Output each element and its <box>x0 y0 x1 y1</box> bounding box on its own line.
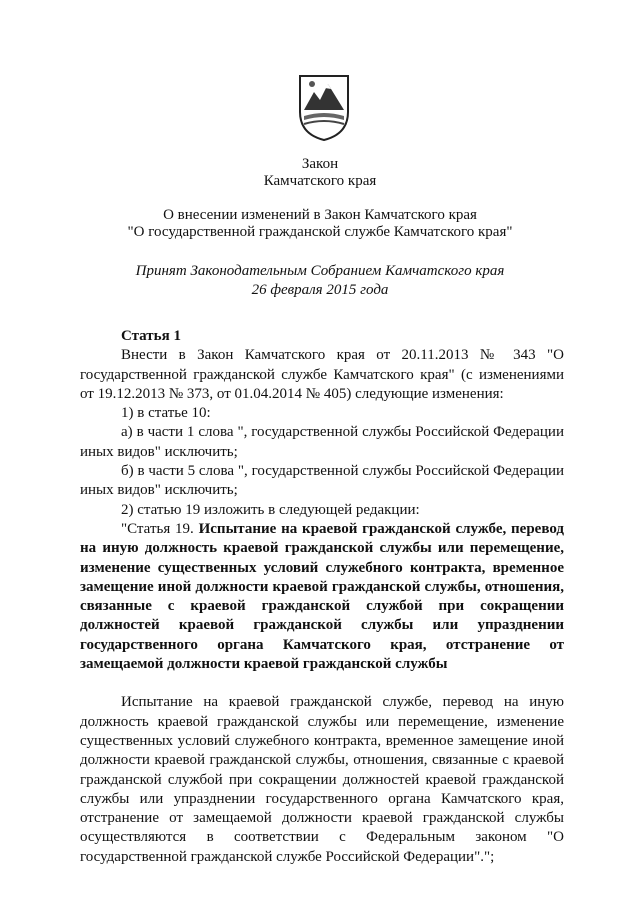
amendment-item-1a: а) в части 1 слова ", государственной службы Российской Федерации иных видов" исключить; <box>80 424 564 460</box>
adoption-note <box>0 262 640 300</box>
new-article-title: Испытание на краевой гражданской службе, перевод на иную должность краевой гражданской службы или перемещение, изменение существенных условий служебного контракта, временное замещение иной должности краевой гражданской службы, отношения, связанные с краевой гражданской службой при сокращении должностей краевой гражданской службы или упразднении государственного органа Камчатского края, отстранение от замещаемой должности краевой гражданской службы <box>80 520 564 673</box>
adoption-body: Принят Законодательным Собранием Камчатского края <box>135 263 505 279</box>
kamchatka-coat-of-arms-icon <box>296 72 352 142</box>
law-body <box>80 327 564 867</box>
law-title <box>0 207 640 241</box>
new-article-prefix: "Статья 19. <box>121 520 199 537</box>
amendment-item-1: 1) в статье 10: <box>121 405 211 422</box>
law-label: Закон <box>301 156 339 172</box>
law-heading <box>0 156 640 190</box>
amendment-item-2: 2) статью 19 изложить в следующей редакции: <box>121 501 420 518</box>
amendment-item-1b: б) в части 5 слова ", государственной службы Российской Федерации иных видов" исключить; <box>80 463 564 499</box>
new-article-text: Испытание на краевой гражданской службе, перевод на иную должность краевой гражданской службы или перемещение, изменение существенных условий служебного контракта, временное замещение иной должности краевой гражданской службы, отношения, связанные с краевой гражданской службой при сокращении должностей краевой гражданской службы или упразднении государственного органа Камчатского края, отстранение от замещаемой должности краевой гражданской службы осуществляются в соответствии с Федеральным законом "О государственной гражданской службе Российской Федерации"."; <box>80 694 564 865</box>
new-article-heading <box>80 520 564 674</box>
article-intro: Внести в Закон Камчатского края от 20.11.2013 № 343 "О государственной гражданской службе Камчатского края" (с изменениями от 19.12.2013 № 373, от 01.04.2014 № 405) следующие изменения: <box>80 347 564 402</box>
paragraph-gap <box>80 674 564 693</box>
region-label: Камчатского края <box>263 173 377 189</box>
article-heading: Статья 1 <box>121 328 181 344</box>
adoption-date: 26 февраля 2015 года <box>251 282 389 298</box>
law-title-line1: О внесении изменений в Закон Камчатского края <box>163 207 477 223</box>
law-title-line2: "О государственной гражданской службе Камчатского края" <box>127 224 513 240</box>
